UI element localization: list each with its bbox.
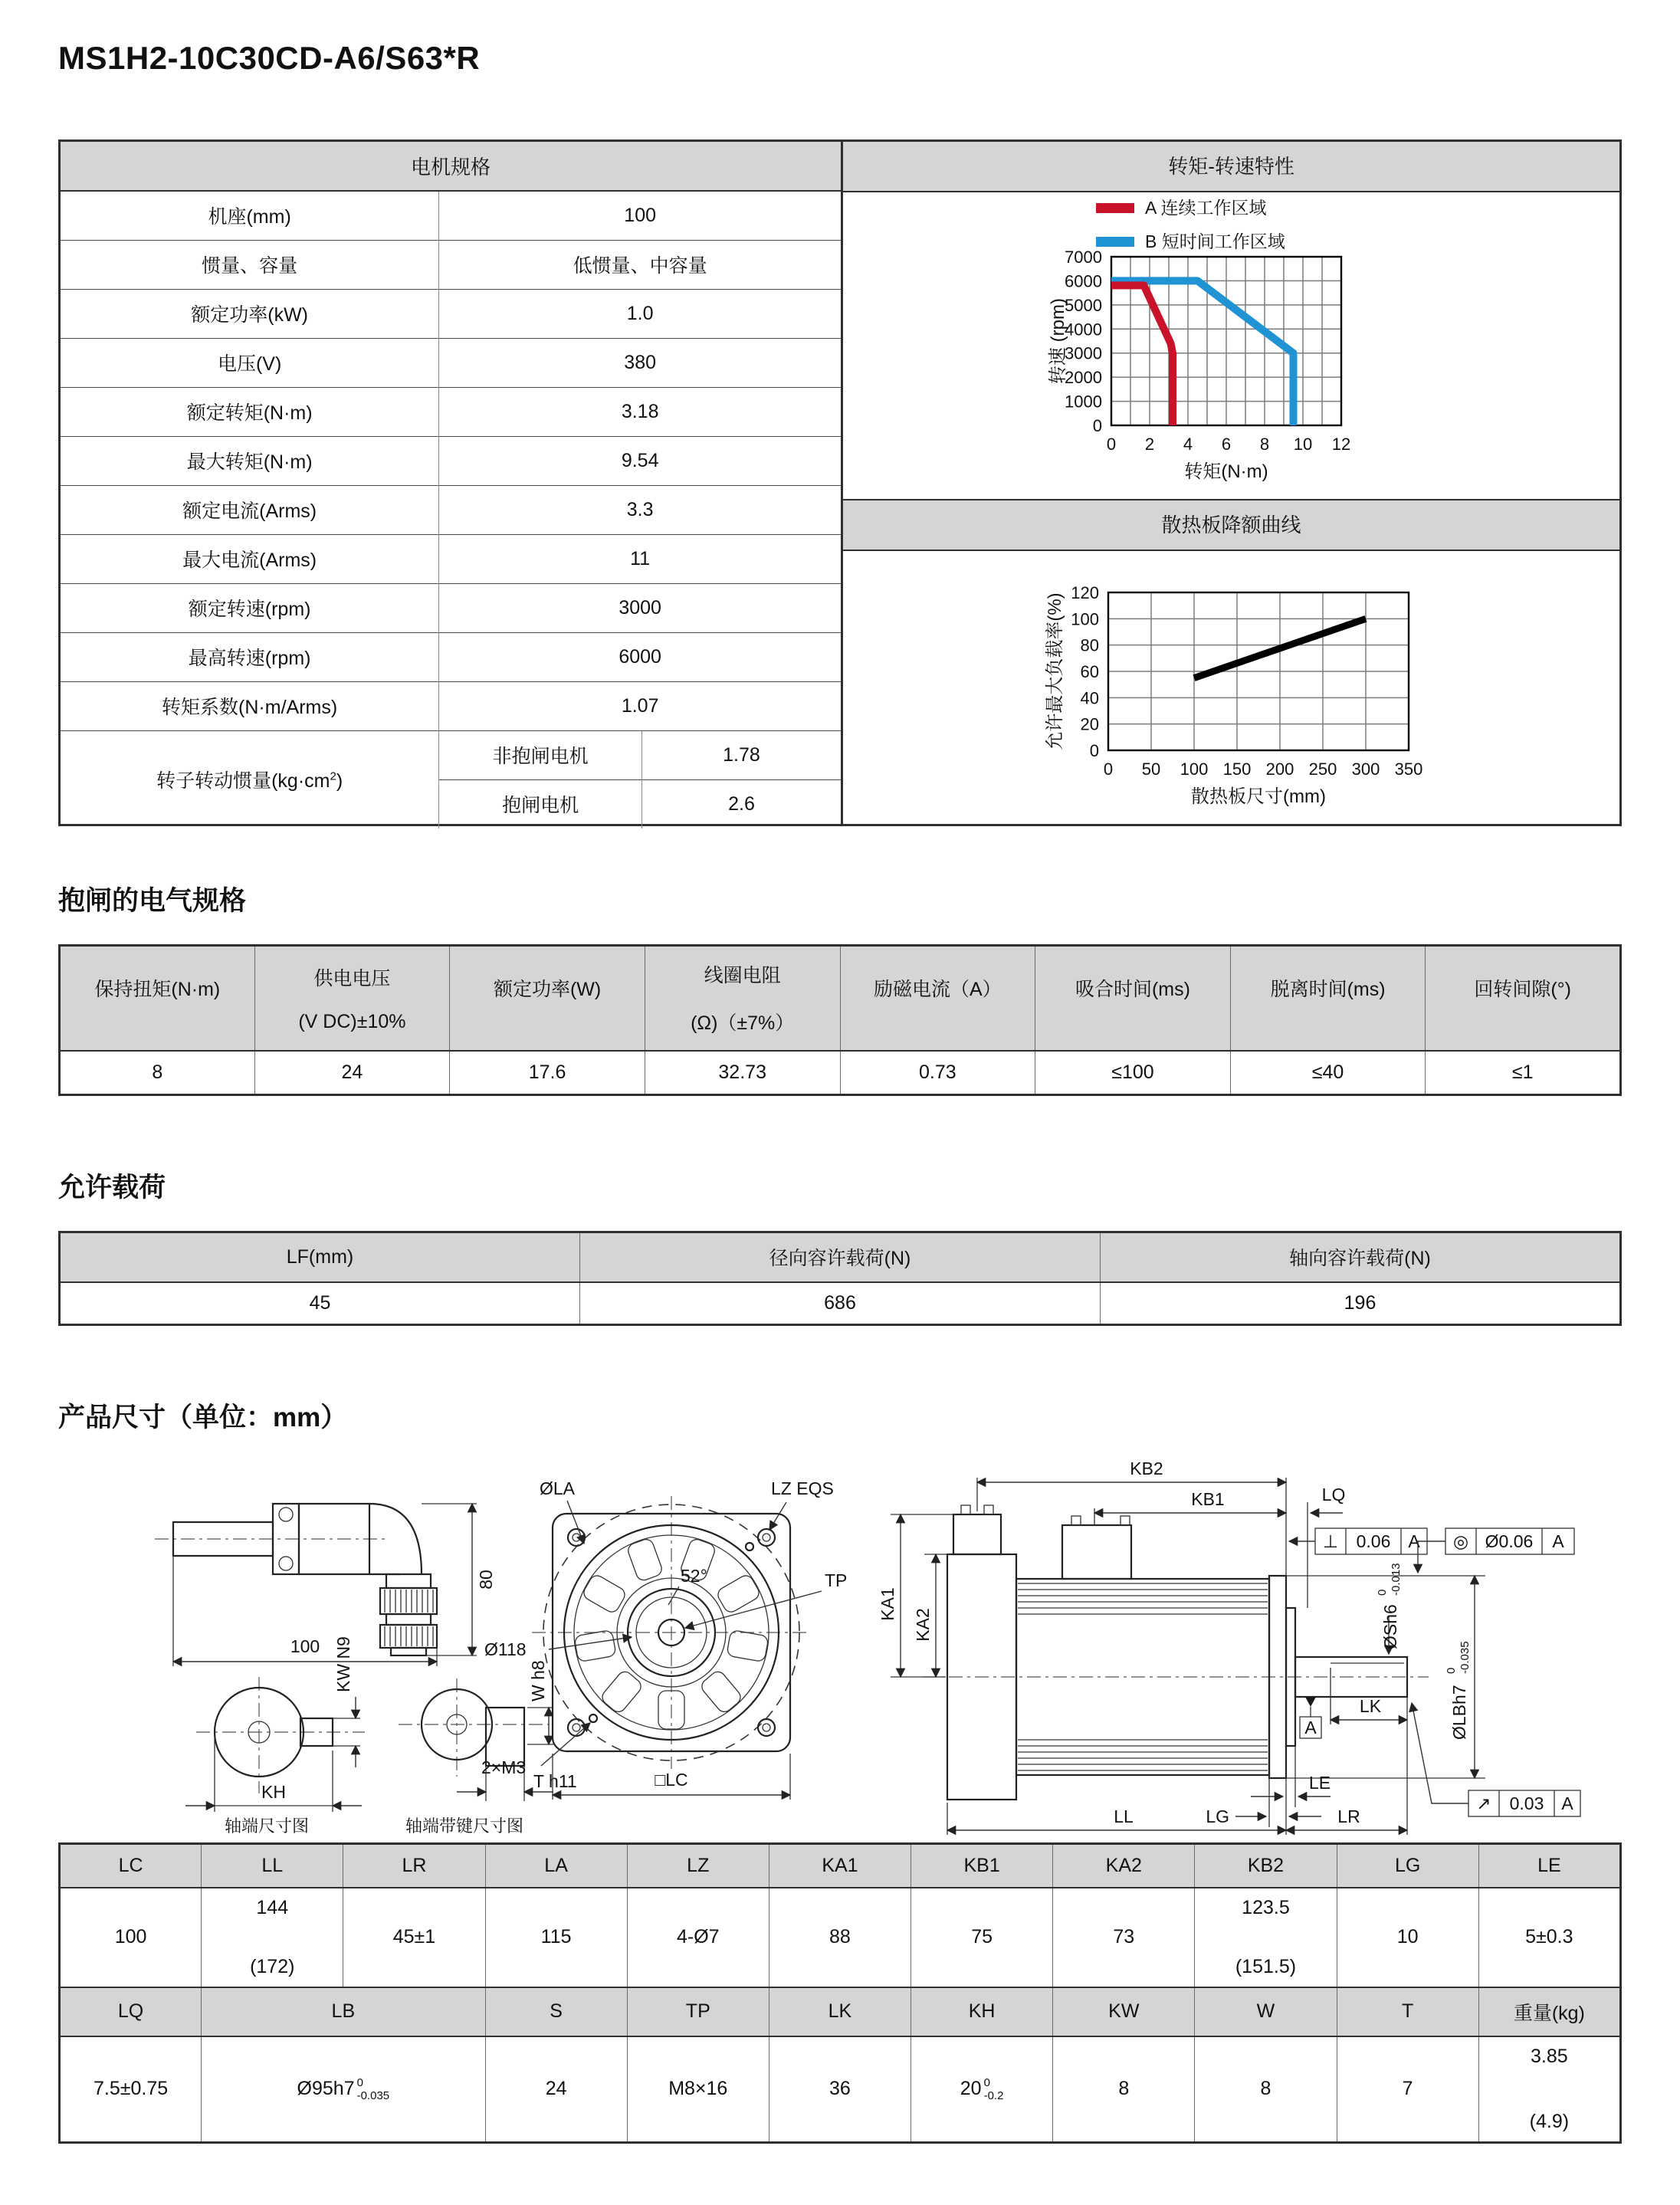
svg-text:0: 0 (1092, 416, 1103, 435)
svg-text:150: 150 (1222, 760, 1252, 779)
concentricity-icon: ◎ (1452, 1531, 1469, 1551)
connector-drawing (155, 1504, 496, 1666)
dimensions-section-title: 产品尺寸（单位：mm） (58, 1403, 348, 1432)
m3-label: 2×M3 (481, 1757, 527, 1777)
column-header: 回转间隙(°) (1426, 946, 1621, 1051)
column-header: LL (202, 1844, 343, 1888)
table-row (61, 338, 841, 387)
le-label: LE (1308, 1773, 1331, 1793)
svg-text:1000: 1000 (1065, 392, 1103, 412)
perpendicularity-icon: ⊥ (1322, 1531, 1339, 1551)
column-header: KA1 (769, 1844, 911, 1888)
cell-value: 8 (152, 1061, 163, 1083)
cell-value: M8×16 (627, 2036, 769, 2143)
spec-label: 最高转速(rpm) (61, 632, 439, 681)
svg-text:2: 2 (1144, 435, 1155, 454)
svg-text:B 短时间工作区域: B 短时间工作区域 (1145, 231, 1285, 251)
table-row (60, 1888, 1621, 1987)
column-header: 吸合时间(ms) (1035, 946, 1231, 1051)
svg-text:3000: 3000 (1065, 343, 1103, 363)
perpendicularity-tolerance-frame (1289, 1528, 1427, 1554)
cell-value: ≤40 (1230, 1051, 1426, 1095)
table-row (61, 485, 841, 534)
ka2-label: KA2 (913, 1608, 933, 1642)
column-header: 额定功率(W) (450, 946, 645, 1051)
concentricity-datum: A (1552, 1531, 1564, 1551)
lk-label: LK (1359, 1696, 1382, 1716)
motor-spec-table-wrap (61, 142, 843, 824)
svg-text:-0.013: -0.013 (1390, 1563, 1403, 1596)
svg-text:300: 300 (1351, 760, 1380, 779)
spec-sublabel: 抱闸电机 (439, 779, 642, 829)
cell-value: 115 (485, 1888, 627, 1987)
spec-value: 低惯量、中容量 (439, 240, 841, 289)
cell-value: 24 (254, 1051, 450, 1095)
svg-text:允许最大负载率(%): 允许最大负载率(%) (1045, 592, 1066, 750)
cell-value: 45 (309, 1291, 331, 1314)
column-header: 励磁电流（A） (840, 946, 1035, 1051)
cell-value: 75 (911, 1888, 1053, 1987)
spec-label: 额定电流(Arms) (61, 485, 439, 534)
motor-spec-header: 电机规格 (61, 142, 841, 191)
cell-value: 10 (1337, 1888, 1478, 1987)
column-header: 保持扭矩(N·m) (60, 946, 255, 1051)
column-header: T (1337, 1987, 1478, 2036)
column-header: 重量(kg) (1478, 1987, 1620, 2036)
spec-label: 转矩系数(N·m/Arms) (61, 681, 439, 730)
angle-52-label: 52° (681, 1566, 707, 1586)
spec-value: 1.78 (641, 730, 841, 779)
table-row (61, 534, 841, 583)
cell-value: 24 (485, 2036, 627, 2143)
cell-value: Ø95h7 0 -0.035 (202, 2036, 485, 2143)
spec-value: 380 (439, 338, 841, 387)
perpendicularity-datum: A (1408, 1531, 1420, 1551)
derating-chart-title: 散热板降额曲线 (843, 499, 1619, 551)
svg-text:A: A (1304, 1718, 1317, 1737)
column-header: KB2 (1195, 1844, 1337, 1888)
table-row (61, 436, 841, 485)
column-header: LB (202, 1987, 485, 2036)
spec-label: 电压(V) (61, 338, 439, 387)
spec-value: 1.0 (439, 289, 841, 338)
column-header: KW (1053, 1987, 1195, 2036)
side-view-drawing (878, 1459, 1580, 1835)
svg-text:5000: 5000 (1065, 295, 1103, 315)
cell-value: 17.6 (450, 1051, 645, 1095)
spec-value: 9.54 (439, 436, 841, 485)
column-header: LZ (627, 1844, 769, 1888)
column-header: W (1195, 1987, 1337, 2036)
svg-text:200: 200 (1265, 760, 1294, 779)
runout-tolerance-frame (1412, 1703, 1580, 1816)
cell-value: 8 (1195, 2036, 1337, 2143)
page-title: MS1H2-10C30CD-A6/S63*R (58, 40, 481, 76)
svg-text:ØSh6: ØSh6 (1380, 1604, 1400, 1649)
svg-text:20: 20 (1080, 714, 1100, 734)
spec-value: 6000 (439, 632, 841, 681)
table-row (60, 1282, 1621, 1325)
table-header-row (60, 1232, 1621, 1282)
kw-n9-label: KW N9 (333, 1636, 353, 1692)
shaft-key-drawing (399, 1660, 577, 1836)
concentricity-tolerance-frame (1418, 1528, 1574, 1573)
derating-chart (843, 551, 1626, 838)
spec-label: 最大转矩(N·m) (61, 436, 439, 485)
dia-118-label: Ø118 (484, 1639, 527, 1659)
spec-value: 2.6 (641, 779, 841, 829)
kb2-label: KB2 (1130, 1459, 1163, 1478)
spec-value: 3000 (439, 583, 841, 632)
svg-text:120: 120 (1071, 583, 1100, 602)
table-row (60, 1051, 1621, 1095)
load-section-title: 允许载荷 (58, 1173, 166, 1203)
svg-text:250: 250 (1308, 760, 1337, 779)
column-header: S (485, 1987, 627, 2036)
svg-text:60: 60 (1080, 662, 1100, 681)
table-row (61, 583, 841, 632)
cell-value: 686 (580, 1282, 1101, 1325)
svg-text:100: 100 (1180, 760, 1209, 779)
svg-text:6000: 6000 (1065, 271, 1103, 291)
cell-value: 123.5 (151.5) (1195, 1888, 1337, 1987)
column-header: LE (1478, 1844, 1620, 1888)
dimension-drawing-svg (58, 1455, 1622, 1838)
svg-text:12: 12 (1331, 435, 1351, 454)
svg-text:8: 8 (1259, 435, 1270, 454)
spec-value: 100 (439, 191, 841, 240)
shaft-end-drawing (185, 1636, 365, 1836)
cell-value: 144 (172) (202, 1888, 343, 1987)
spec-label: 额定功率(kW) (61, 289, 439, 338)
svg-text:4: 4 (1183, 435, 1193, 454)
dim-100-label: 100 (290, 1636, 320, 1656)
table-header-row (60, 946, 1621, 1051)
svg-text:A 连续工作区域: A 连续工作区域 (1145, 198, 1267, 218)
w-h8-label: W h8 (528, 1660, 548, 1701)
column-header: 供电电压 (V DC)±10% (254, 946, 450, 1051)
runout-icon: ↗ (1476, 1793, 1491, 1813)
cell-value: 4-Ø7 (627, 1888, 769, 1987)
torque-speed-chart-box (843, 192, 1619, 499)
spec-value: 1.07 (439, 681, 841, 730)
torque-speed-chart-title: 转矩-转速特性 (843, 142, 1619, 192)
kh-label: KH (261, 1782, 286, 1802)
svg-text:0: 0 (1103, 760, 1114, 779)
svg-text:50: 50 (1141, 760, 1161, 779)
column-header: KH (911, 1987, 1053, 2036)
svg-text:散热板尺寸(mm): 散热板尺寸(mm) (1191, 786, 1327, 807)
torque-speed-chart (843, 192, 1626, 499)
derating-chart-box (843, 551, 1619, 838)
runout-value: 0.03 (1509, 1793, 1544, 1813)
cell-value: 45±1 (343, 1888, 485, 1987)
spec-label: 机座(mm) (61, 191, 439, 240)
svg-text:7000: 7000 (1065, 248, 1103, 267)
tp-label: TP (825, 1570, 848, 1590)
charts-column (843, 142, 1619, 824)
svg-text:0: 0 (1445, 1667, 1458, 1674)
svg-text:80: 80 (1080, 635, 1100, 655)
brake-spec-table (58, 944, 1622, 1096)
dim-80-label: 80 (476, 1570, 496, 1590)
cell-value: 5±0.3 (1478, 1888, 1620, 1987)
table-header-row (60, 1987, 1621, 2036)
column-header: LR (343, 1844, 485, 1888)
lc-box-label: □LC (655, 1770, 688, 1790)
column-header: 径向容许载荷(N) (580, 1232, 1101, 1282)
spec-label: 最大电流(Arms) (61, 534, 439, 583)
table-row (61, 730, 841, 779)
runout-datum: A (1561, 1793, 1573, 1813)
spec-value: 11 (439, 534, 841, 583)
cell-value: 20 0 -0.2 (911, 2036, 1053, 2143)
column-header: KB1 (911, 1844, 1053, 1888)
perpendicularity-value: 0.06 (1356, 1531, 1391, 1551)
t-h11-label: T h11 (533, 1771, 577, 1791)
brake-section-title: 抱闸的电气规格 (58, 886, 247, 916)
svg-text:4000: 4000 (1065, 320, 1103, 340)
shaft-end-caption: 轴端尺寸图 (224, 1816, 310, 1836)
svg-text:6: 6 (1221, 435, 1232, 454)
lq-label: LQ (1321, 1485, 1346, 1504)
table-row (61, 632, 841, 681)
column-header: LK (769, 1987, 911, 2036)
spec-value: 3.3 (439, 485, 841, 534)
column-header: 轴向容许载荷(N) (1101, 1232, 1621, 1282)
table-row (61, 289, 841, 338)
spec-value: 3.18 (439, 387, 841, 436)
svg-text:40: 40 (1080, 688, 1100, 708)
column-header: LF(mm) (60, 1232, 580, 1282)
lg-label: LG (1206, 1806, 1229, 1826)
motor-spec-table (61, 142, 841, 829)
lz-eqs-label: LZ EQS (771, 1478, 834, 1498)
column-header: LG (1337, 1844, 1478, 1888)
column-header: 脱离时间(ms) (1230, 946, 1426, 1051)
spec-label-inertia: 转子转动惯量$(kg\cdot cm^2)$ (61, 730, 439, 829)
svg-text:转矩(N·m): 转矩(N·m) (1184, 461, 1268, 482)
cell-value: 88 (769, 1888, 911, 1987)
svg-text:350: 350 (1394, 760, 1423, 779)
svg-text:0: 0 (1376, 1589, 1389, 1596)
column-header: LA (485, 1844, 627, 1888)
cell-value: 196 (1101, 1282, 1621, 1325)
column-header: LQ (60, 1987, 202, 2036)
cell-value: 3.85 (4.9) (1478, 2036, 1620, 2143)
svg-text:转速 (rpm): 转速 (rpm) (1048, 298, 1069, 384)
svg-text:ØLBh7: ØLBh7 (1449, 1685, 1469, 1740)
concentricity-value: Ø0.06 (1485, 1531, 1534, 1551)
datum-a-flag (1300, 1697, 1321, 1738)
dimension-drawing (58, 1455, 1622, 1838)
motor-spec-section (58, 139, 1622, 826)
front-view-drawing (481, 1478, 847, 1800)
cell-value: 0.73 (840, 1051, 1035, 1095)
cell-value: ≤1 (1426, 1051, 1621, 1095)
spec-label: 额定转矩(N·m) (61, 387, 439, 436)
cell-value: 36 (769, 2036, 911, 2143)
spec-label: 额定转速(rpm) (61, 583, 439, 632)
svg-text:0: 0 (1106, 435, 1117, 454)
cell-value: 32.73 (645, 1051, 840, 1095)
ka1-label: KA1 (878, 1587, 897, 1621)
flange-spigot-diameter-label (1445, 1641, 1472, 1740)
cell-value: 73 (1053, 1888, 1195, 1987)
table-header-row (60, 1844, 1621, 1888)
cell-value: ≤100 (1035, 1051, 1231, 1095)
svg-text:-0.035: -0.035 (1459, 1641, 1472, 1674)
svg-text:0: 0 (1089, 741, 1100, 760)
dimension-table (58, 1842, 1622, 2144)
kb1-label: KB1 (1191, 1489, 1225, 1509)
spec-label: 惯量、容量 (61, 240, 439, 289)
dia-la-label: ØLA (540, 1478, 576, 1498)
cell-value: 8 (1053, 2036, 1195, 2143)
svg-text:10: 10 (1293, 435, 1313, 454)
lr-label: LR (1337, 1806, 1360, 1826)
column-header: LC (60, 1844, 202, 1888)
cell-value: 7.5±0.75 (94, 2078, 169, 2099)
spec-sublabel: 非抱闸电机 (439, 730, 642, 779)
ll-label: LL (1114, 1806, 1134, 1826)
cell-value: 100 (114, 1926, 147, 1947)
svg-text:2000: 2000 (1065, 368, 1103, 388)
svg-text:100: 100 (1071, 609, 1100, 629)
table-row (61, 240, 841, 289)
table-row (61, 191, 841, 240)
table-row (61, 681, 841, 730)
cell-value: 7 (1337, 2036, 1478, 2143)
shaft-key-caption: 轴端带键尺寸图 (405, 1816, 524, 1836)
column-header: KA2 (1053, 1844, 1195, 1888)
table-row (61, 387, 841, 436)
column-header: TP (627, 1987, 769, 2036)
column-header: 线圈电阻 (Ω)（±7%） (645, 946, 840, 1051)
table-row (60, 2036, 1621, 2143)
allowable-load-table (58, 1231, 1622, 1326)
